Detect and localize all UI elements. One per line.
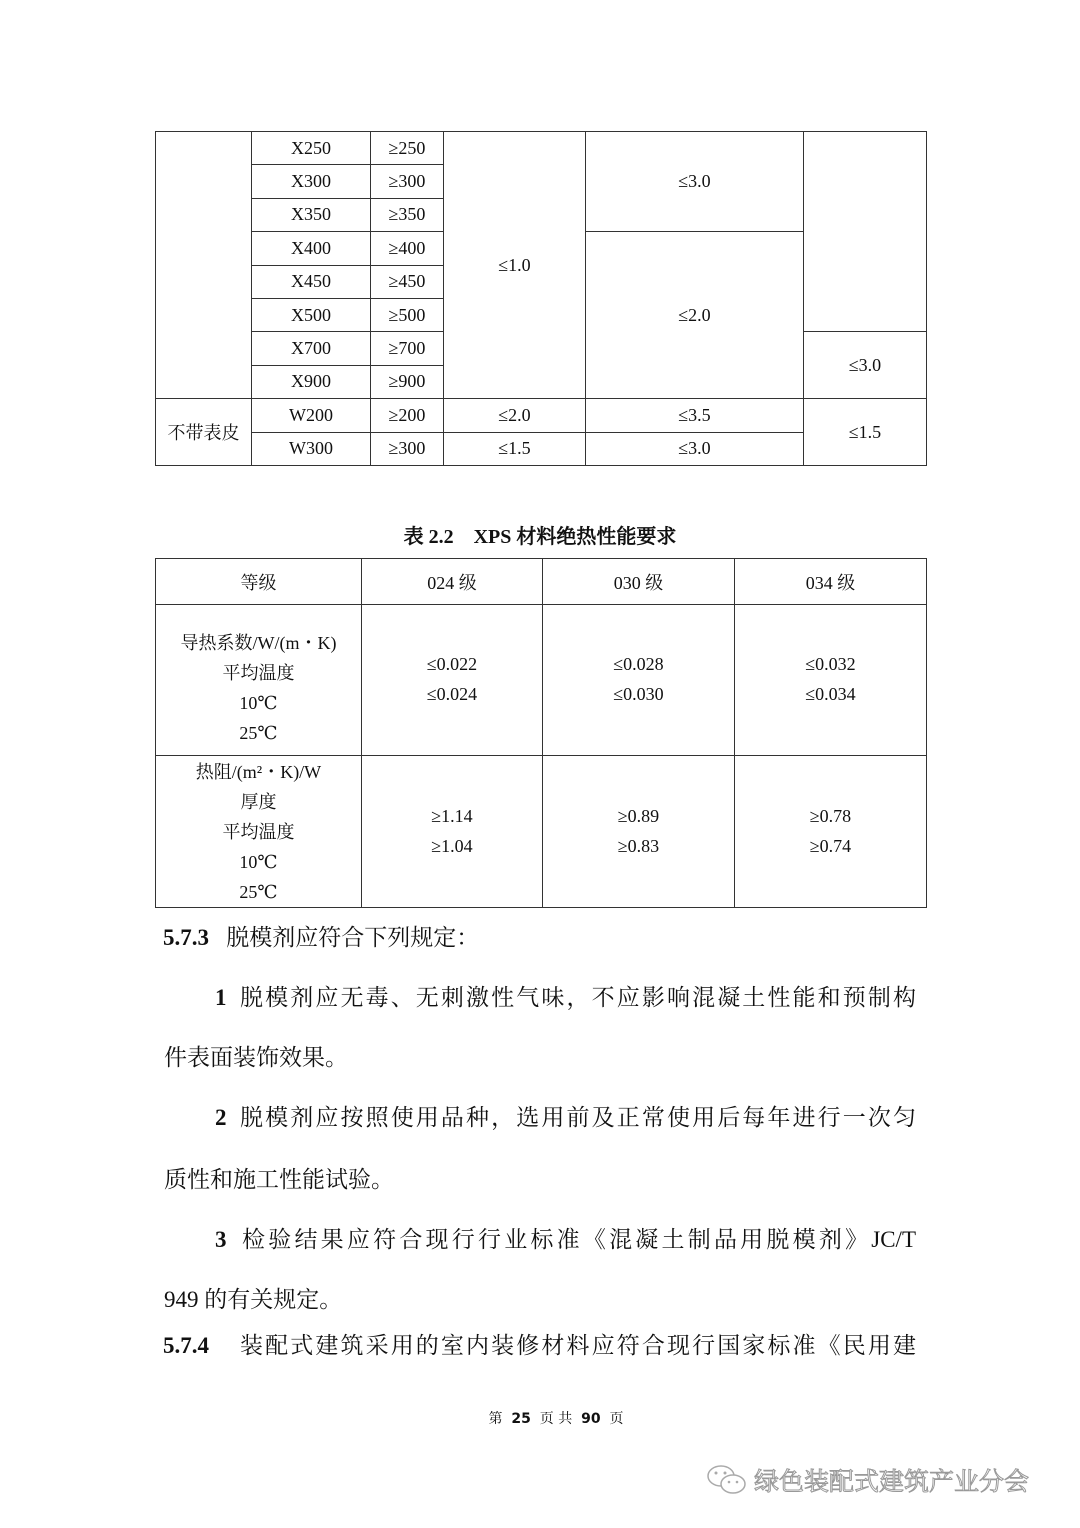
label-line: 厚度 xyxy=(240,792,277,812)
value-cell xyxy=(362,649,542,711)
header-cell: 等级 xyxy=(156,559,362,605)
section-number: 5.7.4 xyxy=(163,1333,209,1358)
grade-cell: W300 xyxy=(252,432,371,465)
value-cell: ≤3.0 xyxy=(586,132,804,232)
value: ≤0.022 xyxy=(426,654,478,674)
value-cell xyxy=(543,801,734,863)
strength-cell: ≥900 xyxy=(371,365,444,398)
value-cell xyxy=(735,649,926,711)
section-5-7-3 xyxy=(163,923,479,953)
strength-cell: ≥300 xyxy=(371,165,444,198)
value: ≥1.14 xyxy=(431,805,473,826)
value: ≥0.74 xyxy=(809,835,852,856)
insulation-table xyxy=(155,558,927,908)
label-cell xyxy=(156,612,361,748)
value-cell: ≤1.5 xyxy=(804,399,927,466)
strength-cell: ≥450 xyxy=(371,265,444,298)
grade-cell: X900 xyxy=(252,365,371,398)
label-line: 平均温度 xyxy=(222,663,295,683)
item-2-line-2: 质性和施工性能试验。 xyxy=(164,1167,394,1192)
item-number: 2 xyxy=(215,1105,227,1130)
label-line: 10℃ xyxy=(239,852,278,872)
section-text: 装配式建筑采用的室内装修材料应符合现行国家标准《民用建 xyxy=(240,1333,916,1358)
grade-cell: X300 xyxy=(252,165,371,198)
grade-cell: W200 xyxy=(252,399,371,432)
section-5-7-4 xyxy=(163,1331,209,1361)
value: ≥0.83 xyxy=(617,835,660,856)
section-text: 脱模剂应符合下列规定： xyxy=(226,925,480,950)
empty-cell xyxy=(804,132,927,332)
grade-cell: X450 xyxy=(252,265,371,298)
total-pages: 90 xyxy=(581,1411,601,1427)
value-cell: ≤3.5 xyxy=(586,399,804,432)
value-cell: ≤1.5 xyxy=(444,432,586,465)
page-number: 25 xyxy=(511,1411,531,1427)
label-line: 平均温度 xyxy=(222,822,295,842)
label-line: 热阻/(m²・K)/W xyxy=(195,762,322,782)
value: ≤0.032 xyxy=(805,654,856,674)
value-cell xyxy=(735,801,926,863)
watermark-text: 绿色装配式建筑产业分会 xyxy=(754,1467,1030,1496)
label-line: 25℃ xyxy=(239,882,278,902)
value-cell: ≤3.0 xyxy=(586,432,804,465)
grade-cell: X700 xyxy=(252,332,371,365)
strength-cell: ≥700 xyxy=(371,332,444,365)
table-caption: 表 2.2 XPS 材料绝热性能要求 xyxy=(403,526,677,548)
value: ≤0.034 xyxy=(805,684,856,704)
strength-cell: ≥350 xyxy=(371,198,444,231)
value: ≥0.78 xyxy=(809,805,852,826)
value: ≥1.04 xyxy=(431,835,473,856)
grade-cell: X250 xyxy=(252,132,371,165)
item-1-line-2: 件表面装饰效果。 xyxy=(164,1045,348,1070)
value-cell xyxy=(362,801,542,863)
item-3-line-2: 949 的有关规定。 xyxy=(164,1287,343,1312)
item-3-num-line xyxy=(215,1225,227,1255)
footer-text: 第 xyxy=(488,1411,503,1427)
value-cell: ≤3.0 xyxy=(804,332,927,399)
item-3-line-1: 检验结果应符合现行行业标准《混凝土制品用脱模剂》JC/T xyxy=(242,1227,916,1252)
label-line: 导热系数/W/(m・K) xyxy=(180,633,337,653)
item-2-line-1: 脱模剂应按照使用品种，选用前及正常使用后每年进行一次匀 xyxy=(240,1105,916,1130)
footer-text: 页 xyxy=(609,1411,624,1427)
strength-cell: ≥400 xyxy=(371,232,444,265)
section-number: 5.7.3 xyxy=(163,925,209,950)
header-cell: 030 级 xyxy=(543,559,735,605)
label-cell xyxy=(156,756,361,907)
density-water-table xyxy=(155,131,927,466)
grade-cell: X400 xyxy=(252,232,371,265)
header-cell: 024 级 xyxy=(362,559,543,605)
page-footer xyxy=(0,1408,1080,1428)
absorption-cell: ≤1.0 xyxy=(444,132,586,399)
item-1-num-line xyxy=(215,983,227,1013)
grade-cell: X500 xyxy=(252,298,371,331)
footer-text: 页 共 xyxy=(539,1411,573,1427)
grade-cell: X350 xyxy=(252,198,371,231)
item-number: 1 xyxy=(215,985,227,1010)
item-1-line-1: 脱模剂应无毒、无刺激性气味，不应影响混凝土性能和预制构 xyxy=(240,985,916,1010)
value-cell: ≤2.0 xyxy=(444,399,586,432)
wechat-icon xyxy=(706,1463,748,1497)
strength-cell: ≥200 xyxy=(371,399,444,432)
strength-cell: ≥500 xyxy=(371,298,444,331)
label-line: 10℃ xyxy=(239,693,278,713)
strength-cell: ≥300 xyxy=(371,432,444,465)
group-cell-empty xyxy=(156,132,252,399)
value: ≥0.89 xyxy=(617,805,660,826)
item-2-num-line xyxy=(215,1103,227,1133)
value-cell xyxy=(543,649,734,711)
strength-cell: ≥250 xyxy=(371,132,444,165)
item-number: 3 xyxy=(215,1227,227,1252)
label-line: 25℃ xyxy=(239,723,278,743)
group-label: 不带表皮 xyxy=(156,399,252,466)
value: ≤0.024 xyxy=(426,684,478,704)
watermark xyxy=(706,1462,1029,1498)
value-cell: ≤2.0 xyxy=(586,232,804,399)
header-cell: 034 级 xyxy=(735,559,927,605)
value: ≤0.028 xyxy=(613,654,664,674)
value: ≤0.030 xyxy=(613,684,664,704)
